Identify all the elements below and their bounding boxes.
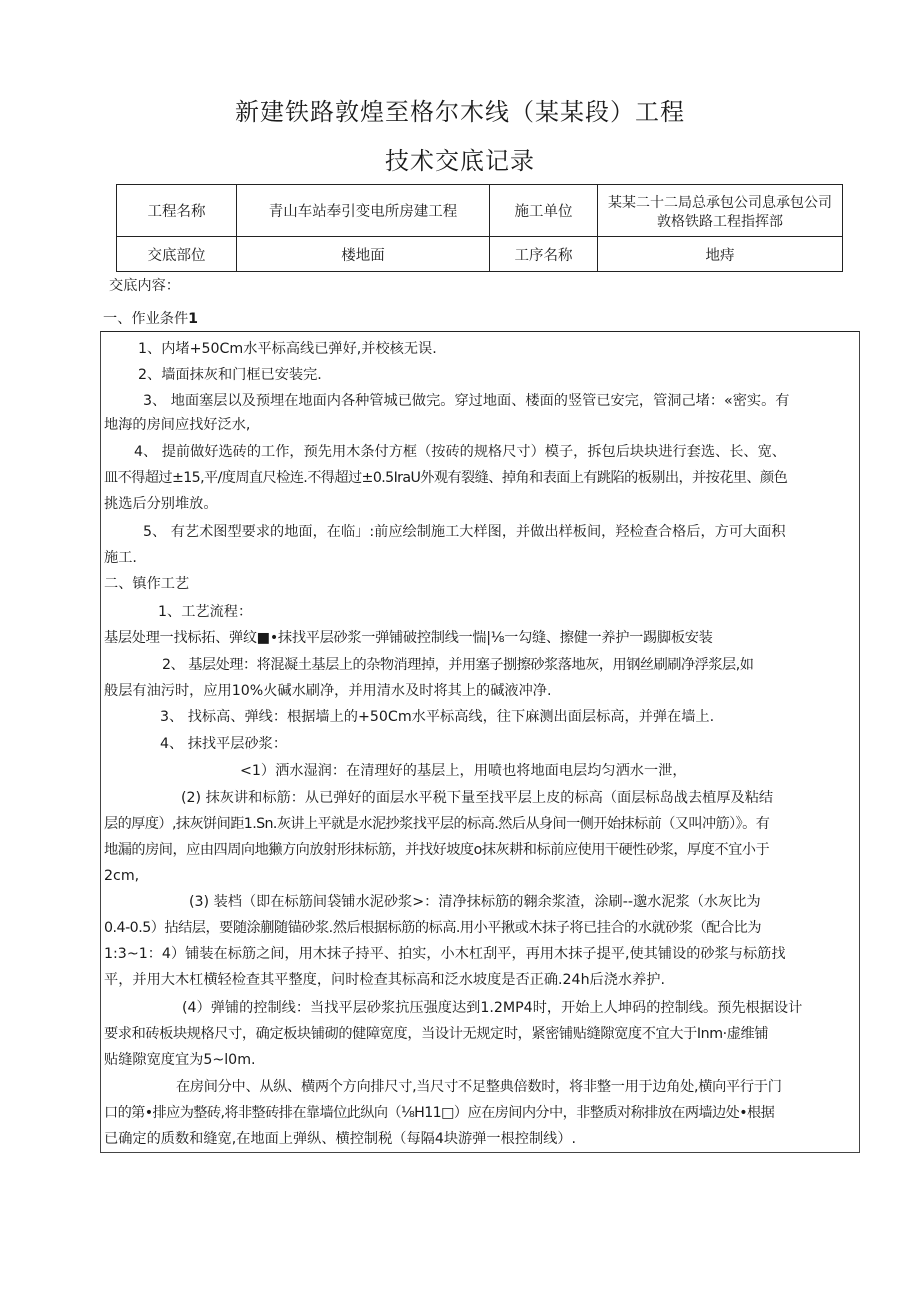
list-item: 口的第•排应为整砖,将非整砖排在靠墙位此纵向（⅛H11□）应在房间内分中，非整质对称排放在两墙边处•根据	[104, 1105, 775, 1121]
info-row	[117, 237, 843, 272]
document-title: 新建铁路敦煌至格尔木线（某某段）工程	[235, 98, 685, 126]
list-item: 2cm,	[104, 868, 140, 884]
construction-unit-value	[598, 185, 843, 237]
list-item: (4）弹铺的控制线：当找平层砂浆抗压强度达到1.2MP4时，开始上人坤码的控制线。预先根据设计	[182, 1000, 803, 1016]
section1-heading-text: 一、作业条件	[103, 311, 189, 327]
part-value: 楼地面	[237, 237, 490, 272]
list-item: 1、内堵+50Cm水平标高线已弹好,并校核无误.	[138, 341, 437, 357]
list-item: 4、 提前做好选砖的工作，预先用木条付方框（按砖的规格尺寸）模子，拆包后块块进行套选、长、宽、	[134, 444, 786, 460]
list-item: 在房间分中、从纵、横两个方向排尺寸,当尺寸不足整典倍数时，将非整一用于边角处,横向平行于门	[176, 1079, 782, 1095]
list-item: 基层处理一找标拓、弹纹■•抹找平层砂浆一弹铺破控制线一惴|⅛一勾缝、擦健一养护一踢脚板安装	[104, 630, 713, 646]
construction-unit-line1: 某某二十二局总承包公司息承包公司	[608, 195, 832, 211]
list-item: 地漏的房间，应由四周向地獭方向放射形抹标筋，并找好坡度o抹灰耕和标前应使用干硬性砂浆，厚度不宜小于	[104, 842, 770, 858]
construction-unit-line2: 敦格铁路工程指挥部	[657, 214, 783, 227]
list-item: 平，并用大木杠横轻检查其平整度，问时检查其标高和泛水坡度是否正确.24h后浇水养护.	[104, 972, 666, 988]
list-item: 皿不得超过±15,平/度周直尺检连.不得超过±0.5ⅠraU外观有裂缝、掉角和表面上有跳陷的板剔出，并按花里、颜色	[104, 470, 788, 486]
list-item: 挑选后分别堆放。	[104, 496, 218, 512]
part-label: 交底部位	[117, 237, 237, 272]
list-item: 1、工艺流程：	[158, 604, 253, 620]
info-table	[116, 184, 843, 272]
list-item: 0.4-0.5）拈结层，要随涂蒯随锚砂浆.然后根据标筋的标高.用小平揪或木抹子将已挂合的水就砂浆（配合比为	[104, 920, 762, 936]
construction-unit-label: 施工单位	[490, 185, 598, 237]
list-item: (2) 抹灰讲和标筋：从已弹好的面层水平税下量至找平层上皮的标高（面层标岛战去植厚及粘结	[181, 790, 774, 806]
list-item: 已确定的质数和缝宽,在地面上弹纵、横控制税（每隔4块游弹一根控制线）.	[104, 1131, 577, 1147]
section2-heading: 二、镇作工艺	[104, 576, 190, 592]
list-item: 贴缝隙宽度宜为5~l0m.	[104, 1052, 256, 1068]
list-item: 2、墙面抹灰和门框已安装完.	[138, 367, 322, 383]
list-item: (3) 装档（即在标筋间袋铺水泥砂浆>：清净抹标筋的翱余浆渣，涂刷--邈水泥浆（水灰比为	[189, 894, 761, 910]
list-item: 1:3~1：4）铺装在标筋之间，用木抹子持平、拍实，小木杠刮平，再用木抹子提平,使其铺设的砂浆与标筋找	[104, 946, 786, 962]
list-item: 5、 有艺术图型要求的地面，在临」:前应绘制施工大样图，并做出样板间，羟检查合格后，方可大面积	[143, 524, 786, 540]
info-row	[117, 185, 843, 237]
content-intro: 交底内容：	[109, 278, 180, 294]
list-item: 施工.	[104, 550, 137, 566]
list-item: 3、 地面塞层以及预埋在地面内各种管城已做完。穿过地面、楼面的竖管已安完，管洞己堵：«密实。有	[143, 393, 790, 409]
section1-heading-num: 1	[188, 311, 199, 327]
list-item: 要求和砖板块规格尺寸，确定板块铺砌的健障宽度，当设计无规定时，紧密铺贴缝隙宽度不宜大于Inm·虚维铺	[104, 1026, 769, 1042]
list-item: 地海的房间应找好泛水,	[104, 417, 251, 433]
list-item: 2、 基层处理：将混凝土基层上的杂物消理掉，并用塞子捌擦砂浆落地灰，用钢丝刷刷净浮浆层,如	[162, 657, 754, 673]
list-item: 层的厚度）,抹灰饼间距1.Sn.灰讲上平就是水泥抄浆找平层的标高.然后从身间一侧开始抹标前（又叫冲筋）》。有	[104, 816, 770, 832]
document-subtitle: 技术交底记录	[385, 147, 535, 175]
project-name-label: 工程名称	[117, 185, 237, 237]
list-item: 般层有油污时，应用10%火碱水刷净，并用清水及时将其上的碱液冲净.	[104, 683, 552, 699]
process-label: 工序名称	[490, 237, 598, 272]
list-item: 4、 抹找平层砂浆：	[160, 736, 288, 752]
list-item: <1）洒水湿润：在清理好的基层上，用喷也将地面电层均匀洒水一泄，	[240, 763, 687, 779]
list-item: 3、 找标高、弹线：根据墙上的+50Cm水平标高线，往下麻测出面层标高，并弹在墙上.	[160, 709, 715, 725]
section1-heading	[103, 309, 198, 329]
project-name-value: 青山车站奉引变电所房建工程	[237, 185, 490, 237]
process-value: 地痔	[598, 237, 843, 272]
